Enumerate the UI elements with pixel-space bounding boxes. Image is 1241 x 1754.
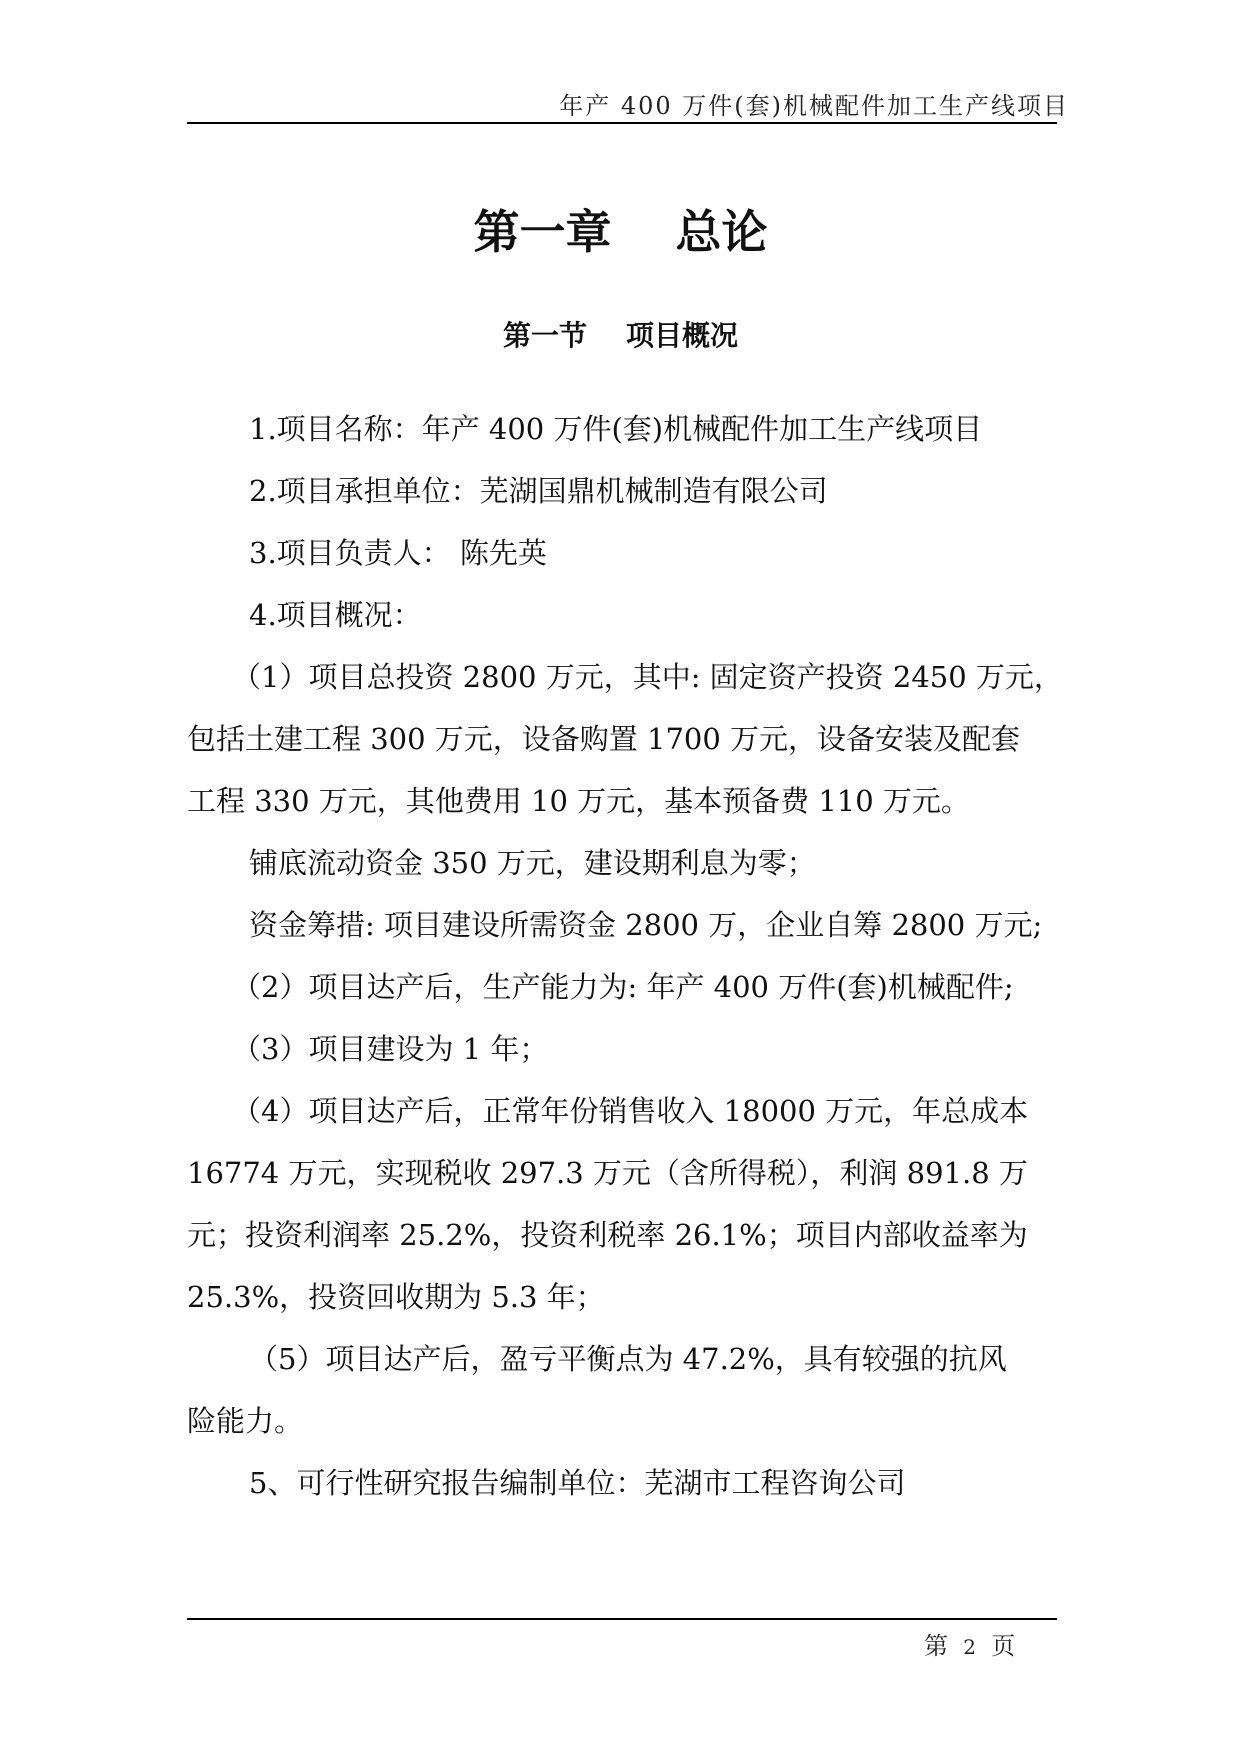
item-project-leader: 3.项目负责人： 陈先英 bbox=[249, 536, 547, 570]
page-number-suffix: 页 bbox=[991, 1632, 1016, 1660]
paragraph-line: 包括土建工程 300 万元，设备购置 1700 万元，设备安装及配套 bbox=[187, 722, 1021, 756]
item-undertaking-unit: 2.项目承担单位：芜湖国鼎机械制造有限公司 bbox=[249, 474, 828, 508]
paragraph-line: （2）项目达产后，生产能力为: 年产 400 万件(套)机械配件; bbox=[232, 970, 1014, 1004]
paragraph-line: 16774 万元，实现税收 297.3 万元（含所得税），利润 891.8 万 bbox=[187, 1156, 1028, 1190]
paragraph-line: 铺底流动资金 350 万元，建设期利息为零； bbox=[249, 846, 816, 880]
item-report-preparer: 5、可行性研究报告编制单位：芜湖市工程咨询公司 bbox=[249, 1466, 906, 1500]
chapter-title: 第一章 总论 bbox=[473, 205, 768, 259]
item-project-name: 1.项目名称：年产 400 万件(套)机械配件加工生产线项目 bbox=[249, 412, 983, 446]
page-number bbox=[924, 1626, 1015, 1661]
header-divider bbox=[187, 122, 1057, 124]
page-number-value: 2 bbox=[963, 1635, 976, 1659]
paragraph-line: （3）项目建设为 1 年； bbox=[232, 1032, 549, 1066]
footer-divider bbox=[187, 1618, 1057, 1620]
page-number-prefix: 第 bbox=[924, 1632, 948, 1660]
paragraph-line: （5）项目达产后，盈亏平衡点为 47.2%，具有较强的抗风 bbox=[249, 1342, 1007, 1376]
section-title: 第一节 项目概况 bbox=[503, 319, 738, 352]
running-header: 年产 400 万件(套)机械配件加工生产线项目 bbox=[559, 92, 1069, 120]
paragraph-line: （1）项目总投资 2800 万元，其中: 固定资产投资 2450 万元， bbox=[232, 660, 1063, 694]
paragraph-line: 工程 330 万元，其他费用 10 万元，基本预备费 110 万元。 bbox=[187, 784, 970, 818]
item-project-overview: 4.项目概况： bbox=[249, 598, 422, 632]
paragraph-line: 资金筹措: 项目建设所需资金 2800 万，企业自筹 2800 万元; bbox=[249, 908, 1043, 942]
paragraph-line: 25.3%，投资回收期为 5.3 年； bbox=[187, 1280, 605, 1314]
paragraph-line: 险能力。 bbox=[187, 1404, 304, 1438]
paragraph-line: （4）项目达产后，正常年份销售收入 18000 万元，年总成本 bbox=[232, 1094, 1029, 1128]
paragraph-line: 元；投资利润率 25.2%，投资利税率 26.1%；项目内部收益率为 bbox=[187, 1218, 1028, 1252]
